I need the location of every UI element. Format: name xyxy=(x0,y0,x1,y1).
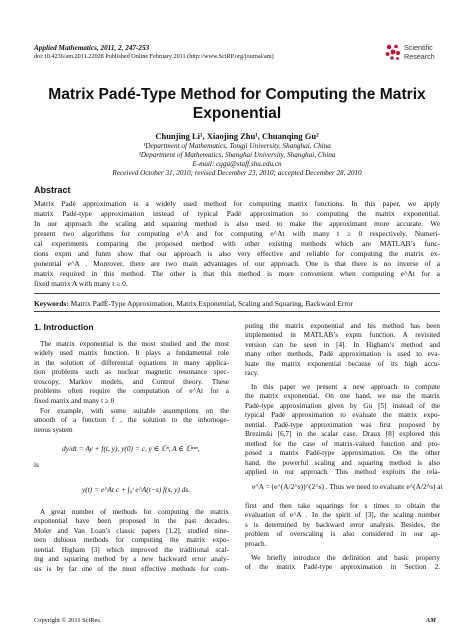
text-line: A great number of methods for computing the matrix xyxy=(40,508,229,516)
journal-citation: Applied Mathematics, 2011, 2, 247-253 xyxy=(34,44,150,52)
text-line: Padé-type approximation given by Gu [5] instead of the xyxy=(245,401,440,410)
text-line: s is determined by backward error analysis. Besides, the xyxy=(245,520,440,529)
left-column-para-2 xyxy=(34,407,229,435)
text-line: method for the case of matrix-valued function and pro- xyxy=(245,439,440,448)
text-line: For example, with some suitable assumptions on the xyxy=(40,407,229,415)
abstract-heading: Abstract xyxy=(34,185,71,195)
abstract-line: In our approach the scaling and squaring method is also used to make the approximant more accurate. We xyxy=(34,219,440,229)
text-line: In this paper we present a new approach to compute xyxy=(251,383,440,391)
publisher-logo xyxy=(384,42,444,64)
text-line: typical Padé approximation to evaluate the matrix expo- xyxy=(245,411,440,420)
keywords-label: Keywords: xyxy=(34,299,69,308)
text-line: teen dubious methods for computing the matrix expo- xyxy=(34,536,229,545)
text-line: Moler and Van Loan’s classic papers [1,2], studied nine- xyxy=(34,526,229,535)
abstract-body xyxy=(34,199,440,289)
text-line: We briefly introduce the definition and basic property xyxy=(251,554,440,562)
text-line: widely used matrix function. It plays a fundamental role xyxy=(34,349,229,358)
text-line: evaluation of e^A . In the spirit of [3], the scaling number xyxy=(245,511,440,520)
abstract-line: tions expm and funm show that our approach is also very effective and reliable for computing the matrix ex- xyxy=(34,249,440,259)
text-line: problems often require the computation of e^At for a xyxy=(34,387,229,396)
abstract-line: Matrix Padé approximation is a widely used method for computing matrix functions. In this paper, we apply xyxy=(34,199,440,208)
abstract-line: ponential e^A . Moreover, there are two main advantages of our approach. One is that there is no inverse of a xyxy=(34,259,440,269)
paper-title xyxy=(34,85,440,123)
equation-ode-system: dy/dt = Ay + f(t, y), y(0) = c, y ∈ ℂⁿ, A ∈ ℂⁿˣⁿ, xyxy=(62,444,200,453)
text-line: version can be seen in [4]. In Higham’s method and xyxy=(245,340,440,349)
author-list: Chunjing Li¹, Xiaojing Zhu¹, Chuanqing Gu² xyxy=(155,131,319,141)
title-line-2: Exponential xyxy=(192,105,282,122)
abstract-line: fixed matrix A with many t ≥ 0. xyxy=(34,279,128,289)
abstract-line: cal experiments comparing the proposed method with other existing methods which are MATLAB’s func- xyxy=(34,239,440,249)
equation-solution: y(t) = e^At c + ∫₀ᵗ e^A(t−s) f(s, y) ds. xyxy=(82,485,191,494)
text-line: many other methods, Padé approximation is used to eva- xyxy=(245,350,440,359)
text-line: troscopy, Markov models, and Control theory. These xyxy=(34,377,229,386)
text-line: in the solution of differential equations in many applica- xyxy=(34,358,229,367)
text-line: implemented in MATLAB’s expm function. A revisited xyxy=(245,331,440,340)
abstract-line: matrix Padé-type approximation instead of typical Padé approximation to computing the matrix exponential. xyxy=(34,209,440,219)
right-column-para-4 xyxy=(245,554,440,573)
text-line: is xyxy=(34,461,39,469)
text-line: applied in our approach. This method exploits the rela- xyxy=(245,468,440,477)
text-line: posed a matrix Padé-type approximation. On the other xyxy=(245,449,440,458)
text-line: Brezinski [6,7] in the scalar case. Draux [8] explored this xyxy=(245,430,440,439)
doi-line: doi:10.4236/am.2011.22028 Published Online February 2011 (http://www.SciRP.org/journal/am) xyxy=(34,53,274,60)
text-line: luate the matrix exponential because of its high accu- xyxy=(245,359,440,368)
text-line: puting the matrix exponential and his method has been xyxy=(245,322,440,330)
affiliation-2: ²Department of Mathematics, Shanghai University, Shanghai, China xyxy=(138,151,336,159)
left-column-para-1 xyxy=(34,340,229,406)
logo-line-1: Scientific xyxy=(404,43,433,52)
text-line: of the matrix Padé-type approximation in Section 2. xyxy=(245,563,440,572)
copyright-notice: Copyright © 2011 SciRes. xyxy=(34,617,102,624)
right-column-para-2 xyxy=(245,383,440,478)
text-line: the matrix exponential. On one hand, we use the matrix xyxy=(245,392,440,401)
abstract-line: matrix required in this method. The other is that this method is more convenient when computing e^At for a xyxy=(34,269,440,279)
left-column-para-3 xyxy=(34,508,229,574)
text-line: The matrix exponential is the most studied and the most xyxy=(40,340,229,348)
text-line: exponential have been proposed in the past decades. xyxy=(34,517,229,526)
equation-scaling-squaring: e^A = (e^(A/2^s))^(2^s) . Thus we need to evaluate e^(A/2^s) at xyxy=(252,482,443,491)
journal-abbreviation: AM xyxy=(426,617,436,624)
logo-text xyxy=(404,44,435,61)
text-line: tion problems such as nuclear magnetic resonance spec- xyxy=(34,368,229,377)
text-line: problem of overscaling is also considered in our ap- xyxy=(245,530,440,539)
received-dates: Received October 31, 2010; revised December 23, 2010; accepted December 28, 2010 xyxy=(112,169,362,177)
title-line-1: Matrix Padé-Type Method for Computing the Matrix xyxy=(48,86,426,103)
divider-bottom xyxy=(34,311,440,312)
text-line: smooth of a function f , the solution to the inhomoge- xyxy=(34,416,229,425)
text-line: sis is by far one of the most effective methods for com- xyxy=(34,564,229,573)
affiliation-1: ¹Department of Mathematics, Tongji University, Shanghai, China xyxy=(143,142,331,150)
divider-top xyxy=(34,293,440,294)
text-line: hand, the powerful scaling and squaring method is also xyxy=(245,458,440,467)
is-label xyxy=(34,461,229,470)
text-line: neous system xyxy=(34,425,73,434)
text-line: proach. xyxy=(245,539,267,548)
keywords-text: Matrix PadÉ-Type Approximation, Matrix Exponential, Scaling and Squaring, Backward Error xyxy=(70,299,354,308)
text-line: fixed matrix and many t ≥ 0 xyxy=(34,396,115,405)
logo-line-2: Research xyxy=(404,51,435,61)
right-column-para-3 xyxy=(245,502,440,549)
text-line: first and then take squarings for s times to obtain the xyxy=(245,502,440,510)
text-line: nential. Padé-type approximation was first proposed by xyxy=(245,420,440,429)
text-line: racy. xyxy=(245,369,259,378)
scientific-research-logo-icon xyxy=(384,43,402,61)
right-column-para-1 xyxy=(245,322,440,379)
section-heading-introduction: 1. Introduction xyxy=(34,322,94,332)
contact-email: E-mail: cqgu@staff.shu.edu.cn xyxy=(192,160,282,168)
abstract-line: present two algorithms for computing e^A and for computing e^At with many t ≥ 0 respectively. Numeri- xyxy=(34,229,440,239)
text-line: nential. Higham [3] which improved the traditional scal- xyxy=(34,545,229,554)
text-line: ing and squaring method by a new backward error analy- xyxy=(34,555,229,564)
keywords xyxy=(34,299,440,309)
